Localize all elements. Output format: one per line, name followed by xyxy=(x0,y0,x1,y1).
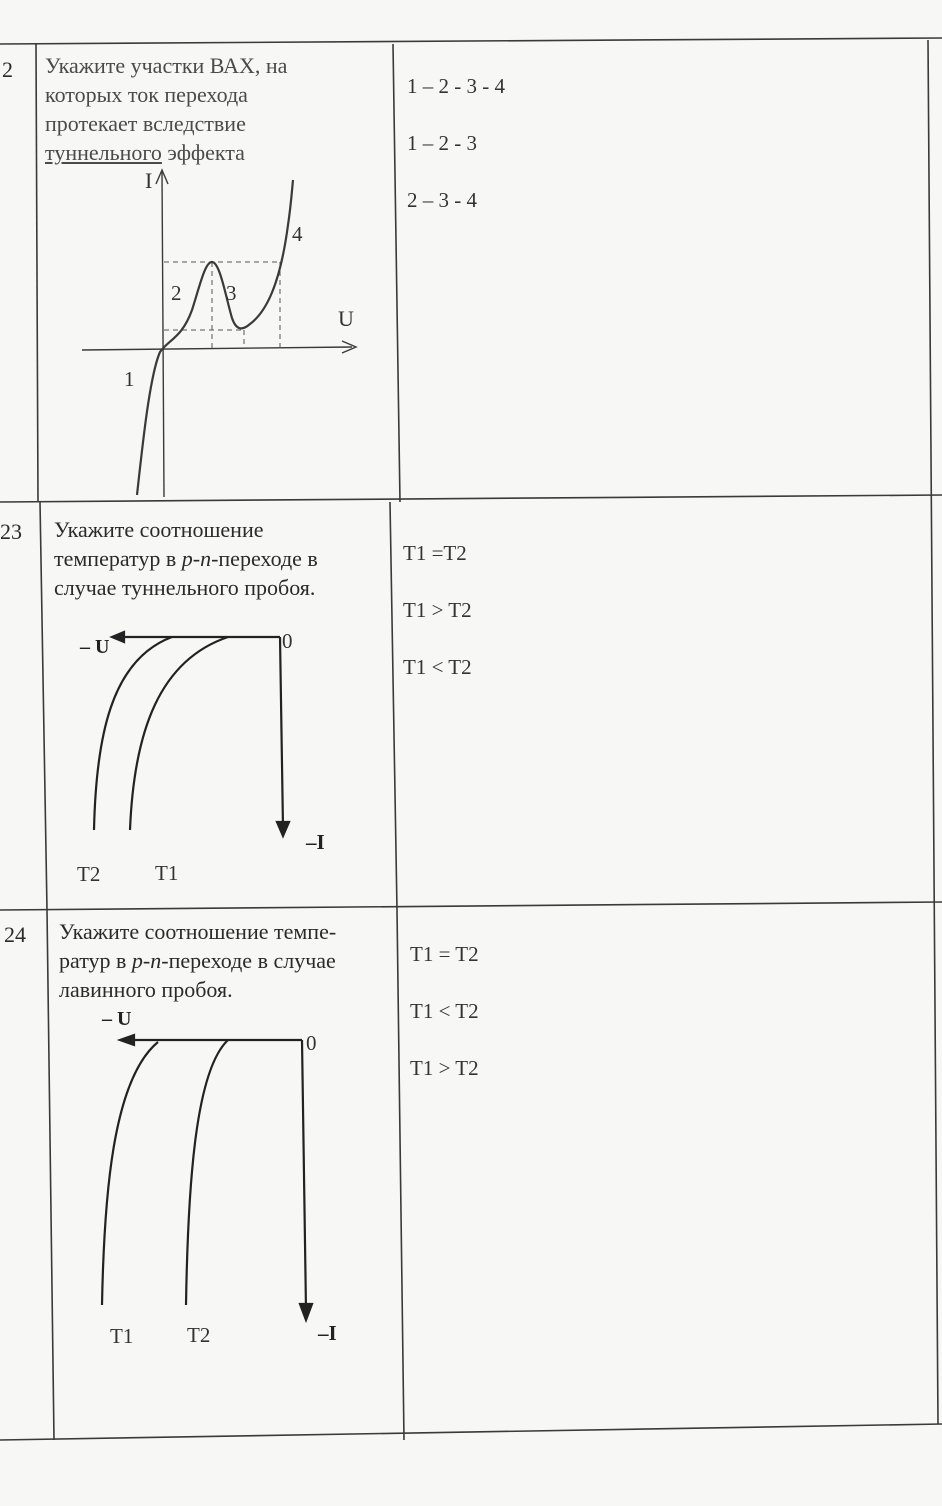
neg-u-label: – U xyxy=(102,1008,132,1030)
segment-label-2: 2 xyxy=(171,281,182,305)
p-letter: p xyxy=(131,948,143,973)
y-axis-label: I xyxy=(145,168,153,193)
answer-options xyxy=(407,74,505,213)
x-axis-label: U xyxy=(338,306,354,331)
question-line: которых ток перехода xyxy=(45,82,248,107)
question-line: лавинного пробоя. xyxy=(59,977,233,1002)
answer-option[interactable]: T1 < T2 xyxy=(410,999,479,1023)
curve-left-label: T2 xyxy=(77,862,101,886)
answer-option[interactable]: 1 – 2 - 3 xyxy=(407,131,477,155)
question-line: протекает вследствие xyxy=(45,111,246,136)
underlined-term: туннельного xyxy=(45,140,162,165)
origin-label: 0 xyxy=(282,629,293,653)
neg-i-label: –I xyxy=(306,830,325,854)
neg-u-arrow xyxy=(120,1035,134,1045)
answer-option[interactable]: T1 = T2 xyxy=(410,942,479,966)
origin-label: 0 xyxy=(306,1031,317,1055)
curve-left-label: T1 xyxy=(110,1324,134,1348)
question-line: случае туннельного пробоя. xyxy=(54,575,316,600)
question-line-part: температур в xyxy=(54,546,182,571)
row-number: 23 xyxy=(0,519,22,544)
answer-option[interactable]: 1 – 2 - 3 - 4 xyxy=(407,74,505,98)
row-number: 24 xyxy=(4,922,26,947)
segment-label-3: 3 xyxy=(226,281,237,305)
question-line-part: ратур в xyxy=(59,948,132,973)
question-line-rest: эффекта xyxy=(161,140,245,165)
neg-i-arrow xyxy=(300,1304,312,1320)
question-line-part: -переходе в случае xyxy=(161,948,336,973)
curve-right-label: T2 xyxy=(187,1323,211,1347)
answer-option[interactable]: T1 > T2 xyxy=(410,1056,479,1080)
answer-options xyxy=(410,942,479,1081)
curve-t2 xyxy=(186,1040,228,1305)
hyphen: - xyxy=(192,546,201,571)
curve-right-label: T1 xyxy=(155,861,179,885)
row-number: 2 xyxy=(2,57,13,82)
neg-i-axis xyxy=(302,1040,306,1310)
answer-option[interactable]: 2 – 3 - 4 xyxy=(407,188,477,212)
neg-u-label: – U xyxy=(80,636,110,658)
answer-option[interactable]: T1 > T2 xyxy=(403,598,472,622)
avalanche-breakdown-diagram xyxy=(0,0,420,1440)
curve-t1 xyxy=(102,1042,158,1305)
question-line: Укажите участки ВАХ, на xyxy=(45,53,288,78)
answer-option[interactable]: T1 < T2 xyxy=(403,655,472,679)
neg-i-label: –I xyxy=(318,1321,337,1345)
question-line-part: -переходе в xyxy=(211,546,318,571)
answer-option[interactable]: T1 =T2 xyxy=(403,541,467,565)
segment-label-1: 1 xyxy=(124,367,135,391)
n-letter: n xyxy=(150,948,162,973)
hyphen: - xyxy=(142,948,151,973)
question-line: Укажите соотношение xyxy=(54,517,264,542)
segment-label-4: 4 xyxy=(292,222,303,246)
question-line: Укажите соотношение темпе- xyxy=(59,919,337,944)
right-border-rule xyxy=(928,40,938,1424)
n-letter: n xyxy=(200,546,212,571)
p-letter: p xyxy=(181,546,193,571)
